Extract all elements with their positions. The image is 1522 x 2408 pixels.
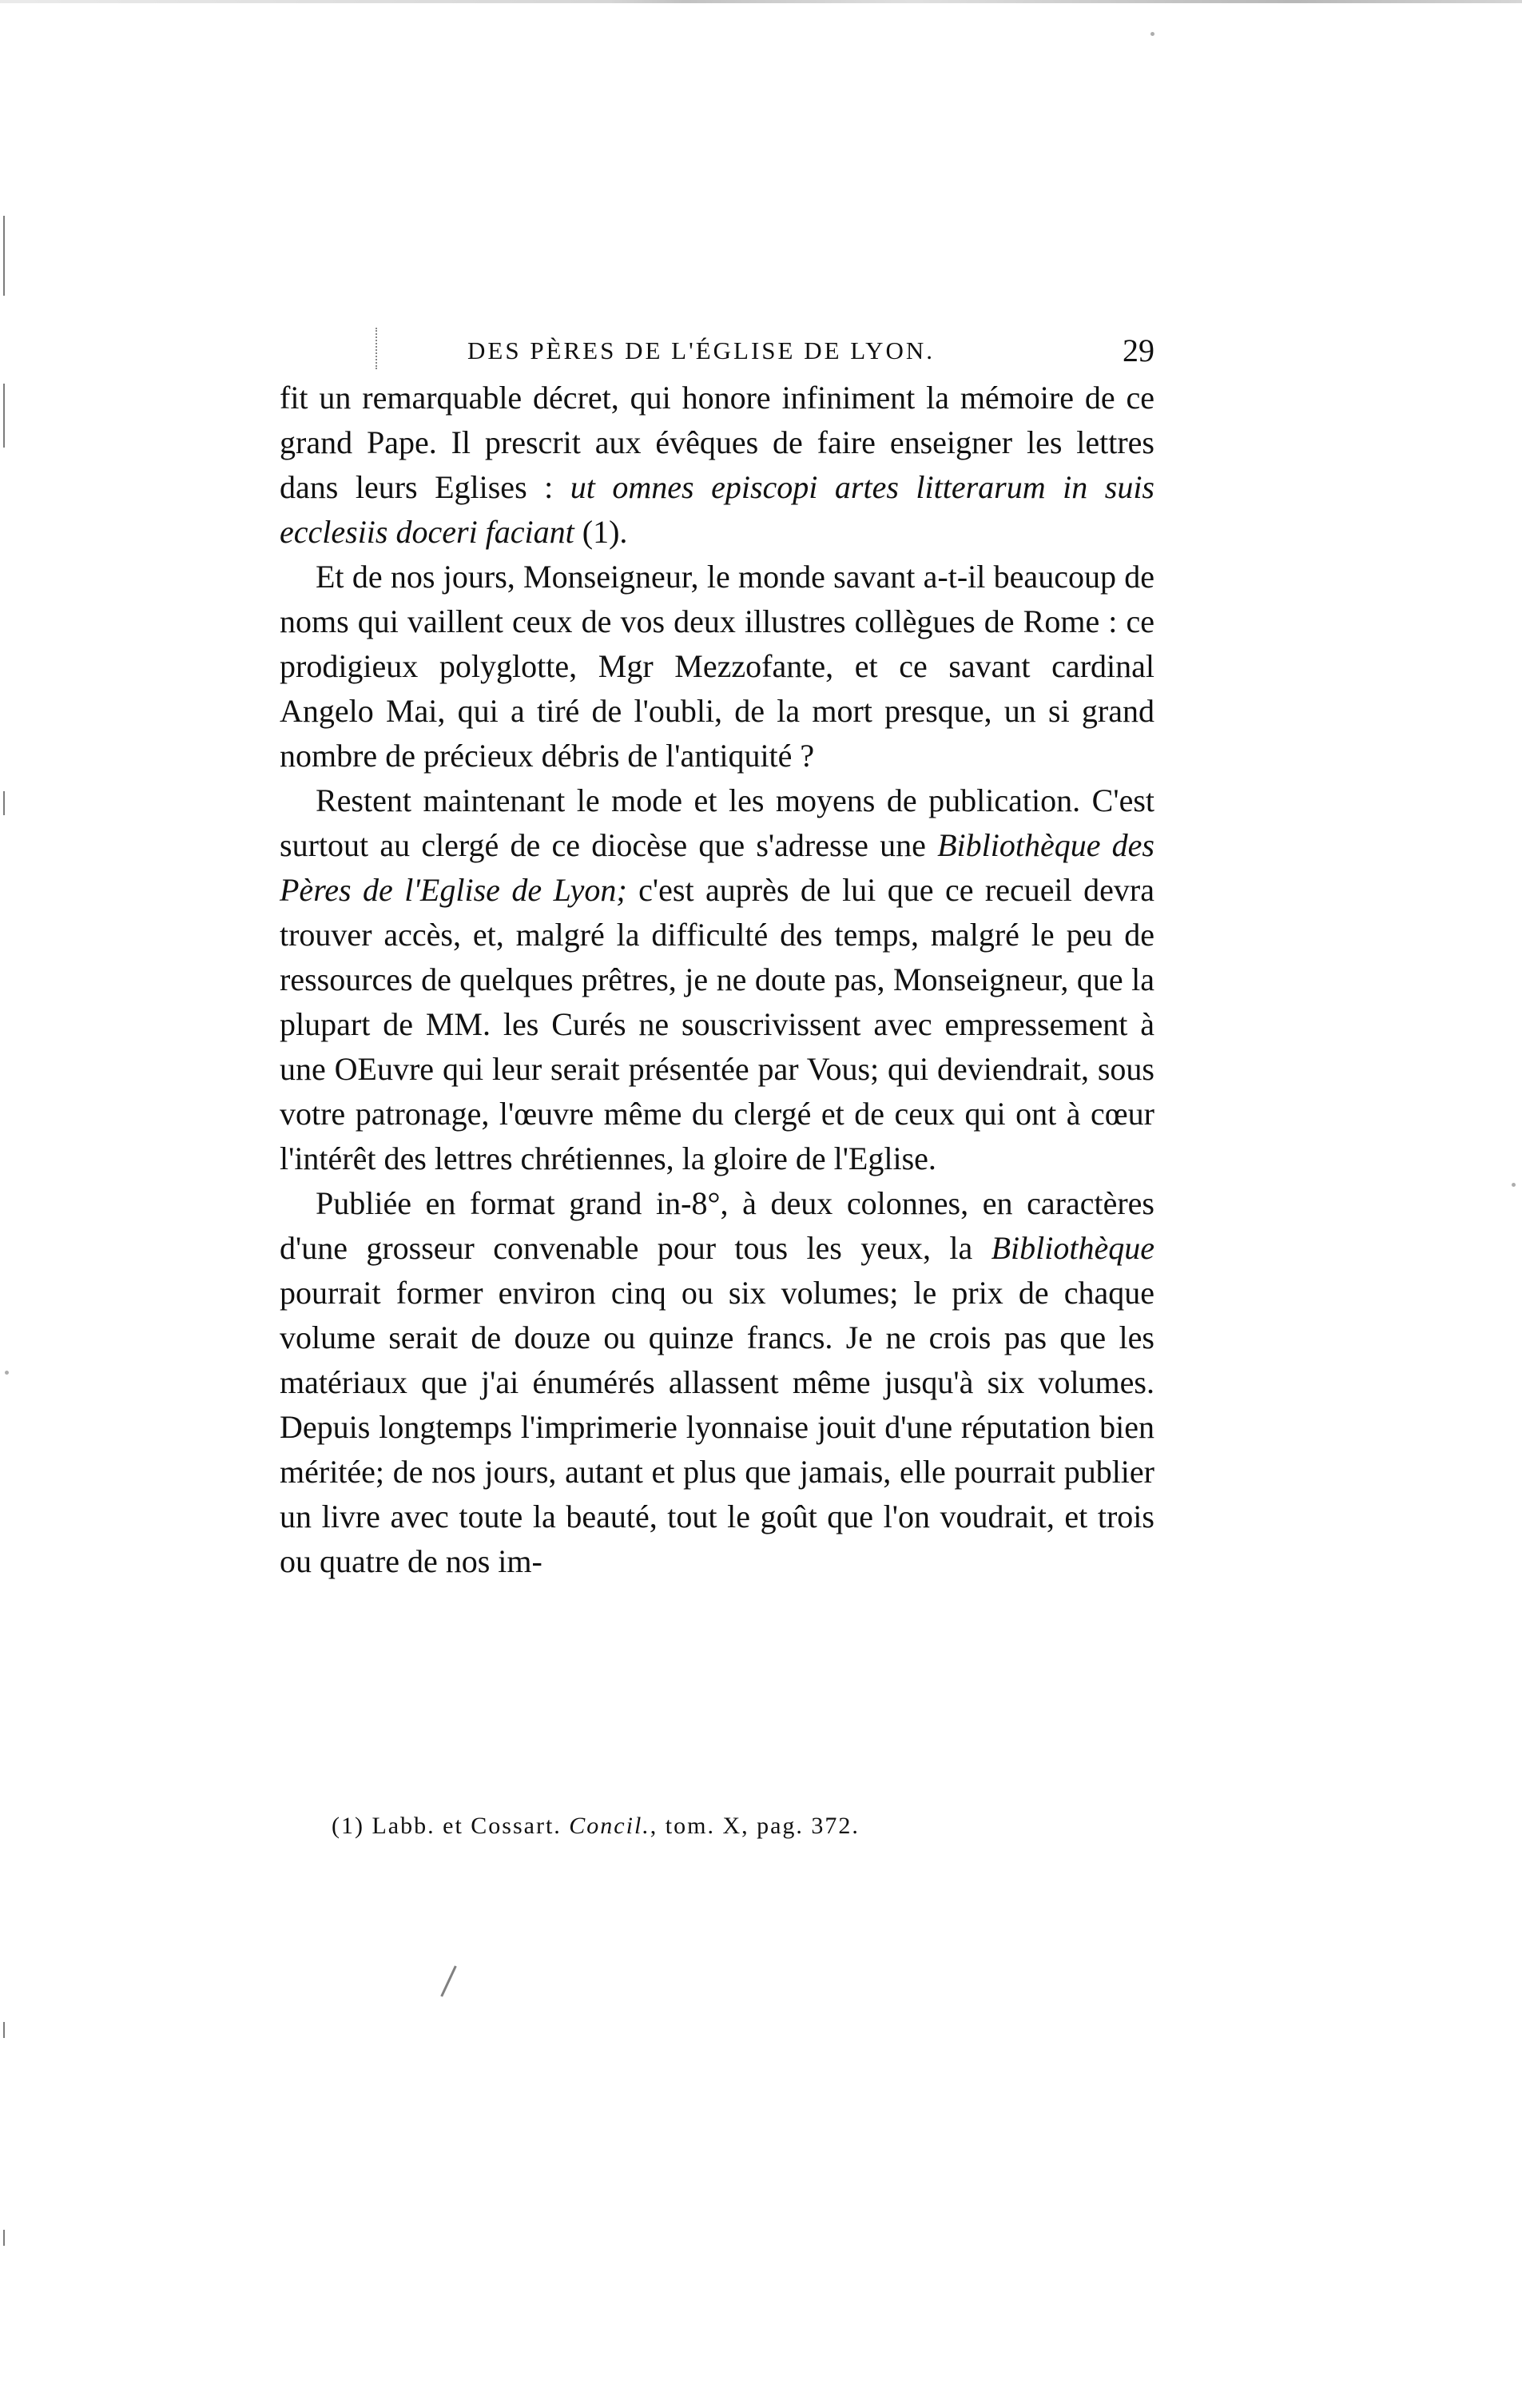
text-segment: Publiée en format grand in-8°, à deux colonnes, en caractères d'une grosseur convenable pour tous les yeux, la: [280, 1185, 1154, 1266]
latin-quote: ut omnes episcopi artes litterarum in suis ecclesiis doceri faciant: [280, 469, 1155, 550]
text-segment: fit un remarquable décret, qui honore infiniment la mémoire de ce grand Pape. Il prescrit aux évêques de faire enseigner les lettres dans leurs Eglises :: [280, 380, 1154, 505]
body-text: [280, 376, 1154, 1584]
text-segment: Et de nos jours, Monseigneur, le monde savant a-t-il beaucoup de noms qui vaillent ceux de vos deux illustres collègues de Rome : ce prodigieux polyglotte, Mgr Mezzofante, et ce savant cardinal Angelo Mai, qui a tiré de l'oubli, de la mort presque, un si grand nombre de précieux débris de l'antiquité ?: [280, 559, 1154, 774]
text-segment: pourrait former environ cinq ou six volumes; le prix de chaque volume serait de douze ou quinze francs. Je ne crois pas que les matériaux que j'ai énumérés allassent même jusqu'à six volumes. Depuis longtemps l'imprimerie lyonnaise jouit d'une réputation bien méritée; de nos jours, autant et plus que jamais, elle pourrait publier un livre avec toute la beauté, tout le goût que l'on voudrait, et trois ou quatre de nos im-: [280, 1275, 1154, 1579]
scan-artifact-dot: [1150, 32, 1154, 36]
italic-title: Bibliothèque: [991, 1230, 1154, 1266]
page-number: 29: [1123, 332, 1154, 368]
scan-artifact-dot: [5, 1371, 9, 1375]
scan-artifact-line: [3, 2022, 5, 2038]
scan-artifact-dot: [1512, 1183, 1516, 1187]
scan-artifact-line: [3, 2230, 5, 2246]
paragraph: [280, 555, 1154, 778]
footnote-marker: (1): [332, 1813, 364, 1839]
scan-artifact-line: [3, 791, 5, 815]
paragraph: [280, 1181, 1154, 1584]
scan-edge: [0, 0, 1522, 3]
text-segment: Restent maintenant le mode et les moyens de publication. C'est surtout au clergé de ce diocèse que s'adresse une: [280, 782, 1154, 863]
italic-title: Bibliothèque des Pères de l'Eglise de Lyon;: [280, 827, 1155, 908]
scan-artifact-tick: [376, 328, 379, 369]
footnote-reference: (1).: [574, 514, 628, 550]
pencil-slash-mark: [440, 1965, 456, 1996]
running-head: [467, 332, 1154, 380]
running-title: DES PÈRES DE L'ÉGLISE DE LYON.: [467, 336, 936, 364]
scan-artifact-line: [3, 216, 5, 296]
footnote-reference-detail: , tom. X, pag. 372.: [650, 1813, 860, 1839]
scan-artifact-line: [3, 384, 5, 448]
paragraph: [280, 778, 1154, 1181]
text-segment: c'est auprès de lui que ce recueil devra trouver accès, et, malgré la difficulté des temps, malgré le peu de ressources de quelques prêtres, je ne doute pas, Monseigneur, que la plupart de MM. les Curés ne souscrivissent avec empressement à une OEuvre qui leur serait présentée par Vous; qui deviendrait, sous votre patronage, l'œuvre même du clergé et de ceux qui ont à cœur l'intérêt des lettres chrétiennes, la gloire de l'Eglise.: [280, 872, 1155, 1176]
paragraph: [280, 376, 1154, 555]
footnote-authors: Labb. et Cossart.: [372, 1813, 562, 1839]
footnote-work: Concil.: [569, 1813, 650, 1839]
footnote: [332, 1813, 1051, 1840]
